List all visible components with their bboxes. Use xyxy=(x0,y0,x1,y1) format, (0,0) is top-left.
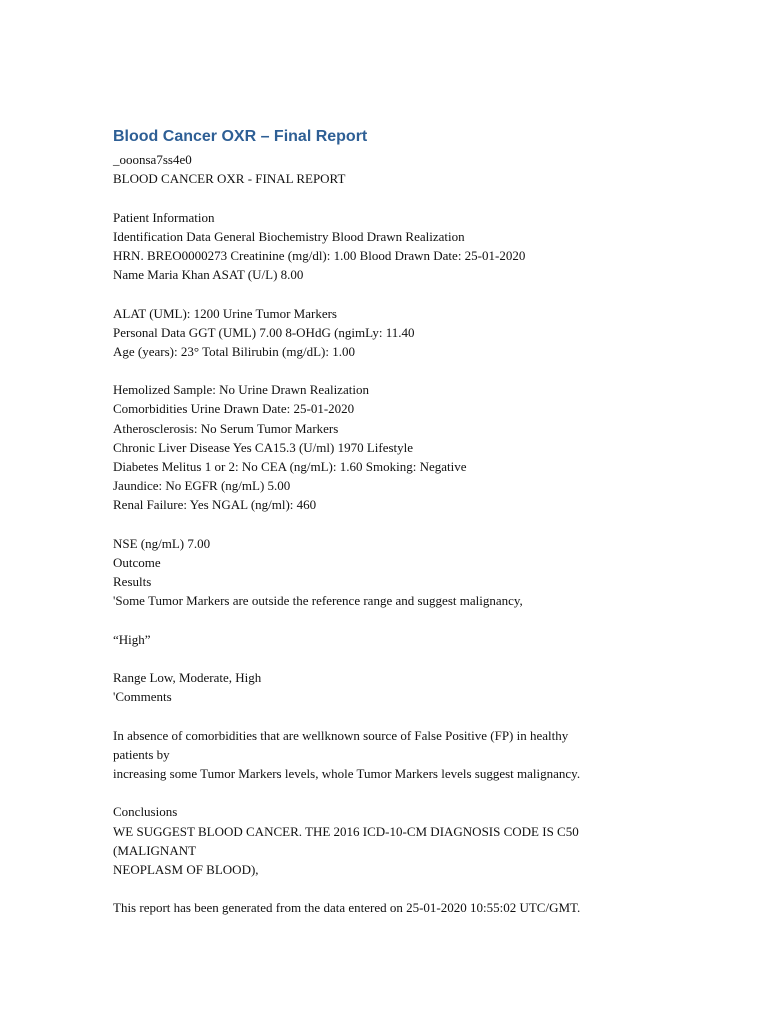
blank-line xyxy=(113,361,673,380)
report-line: increasing some Tumor Markers levels, whole Tumor Markers levels suggest malignancy. xyxy=(113,766,581,781)
report-line: (MALIGNANT xyxy=(113,842,197,858)
report-title: Blood Cancer OXR – Final Report xyxy=(113,128,368,145)
report-line: _ooonsa7ss4e0 xyxy=(113,152,192,167)
report-line: Outcome xyxy=(113,554,161,570)
report-line: Renal Failure: Yes NGAL (ng/ml): 460 xyxy=(113,497,317,513)
report-line: Hemolized Sample: No Urine Drawn Realization xyxy=(113,382,369,398)
report-line: Results xyxy=(113,574,152,590)
report-line: This report has been generated from the data entered on 25-01-2020 10:55:02 UTC/GMT. xyxy=(113,900,581,916)
report-line: HRN. BREO0000273 Creatinine (mg/dl): 1.00 Blood Drawn Date: 25-01-2020 xyxy=(113,247,526,263)
report-line: Range Low, Moderate, High xyxy=(113,670,262,686)
blank-line xyxy=(113,284,673,303)
report-line: Name Maria Khan ASAT (U/L) 8.00 xyxy=(113,267,304,283)
report-line: Diabetes Melitus 1 or 2: No CEA (ng/mL): 1.60 Smoking: Negative xyxy=(113,459,467,474)
report-line: 'Some Tumor Markers are outside the reference range and suggest malignancy, xyxy=(113,593,523,609)
report-line: Jaundice: No EGFR (ng/mL) 5.00 xyxy=(113,478,291,494)
report-line: WE SUGGEST BLOOD CANCER. THE 2016 ICD-10-CM DIAGNOSIS CODE IS C50 xyxy=(113,823,579,839)
report-line: Personal Data GGT (UML) 7.00 8-OHdG (ngimLy: 11.40 xyxy=(113,324,415,340)
blank-line xyxy=(113,783,673,802)
report-line: NEOPLASM OF BLOOD), xyxy=(113,861,259,877)
report-page xyxy=(113,124,673,918)
report-line: Chronic Liver Disease Yes CA15.3 (U/ml) 1970 Lifestyle xyxy=(113,439,414,455)
blank-line xyxy=(113,611,673,630)
blank-line xyxy=(113,879,673,898)
blank-line xyxy=(113,706,673,725)
report-line: patients by xyxy=(113,746,170,762)
report-line: Conclusions xyxy=(113,804,178,820)
report-line: BLOOD CANCER OXR - FINAL REPORT xyxy=(113,171,346,187)
blank-line xyxy=(113,649,673,668)
report-line: Atherosclerosis: No Serum Tumor Markers xyxy=(113,420,339,436)
report-line: 'Comments xyxy=(113,689,172,705)
report-line: “High” xyxy=(113,631,151,647)
report-line: Identification Data General Biochemistry Blood Drawn Realization xyxy=(113,228,465,244)
report-line: NSE (ng/mL) 7.00 xyxy=(113,535,211,551)
report-line: Age (years): 23° Total Bilirubin (mg/dL): 1.00 xyxy=(113,343,355,359)
blank-line xyxy=(113,188,673,207)
report-line: Comorbidities Urine Drawn Date: 25-01-2020 xyxy=(113,401,355,417)
report-line: ALAT (UML): 1200 Urine Tumor Markers xyxy=(113,305,337,321)
report-line: Patient Information xyxy=(113,209,215,225)
blank-line xyxy=(113,515,673,534)
report-line: In absence of comorbidities that are wellknown source of False Positive (FP) in healthy xyxy=(113,727,569,743)
report-body xyxy=(113,150,673,918)
